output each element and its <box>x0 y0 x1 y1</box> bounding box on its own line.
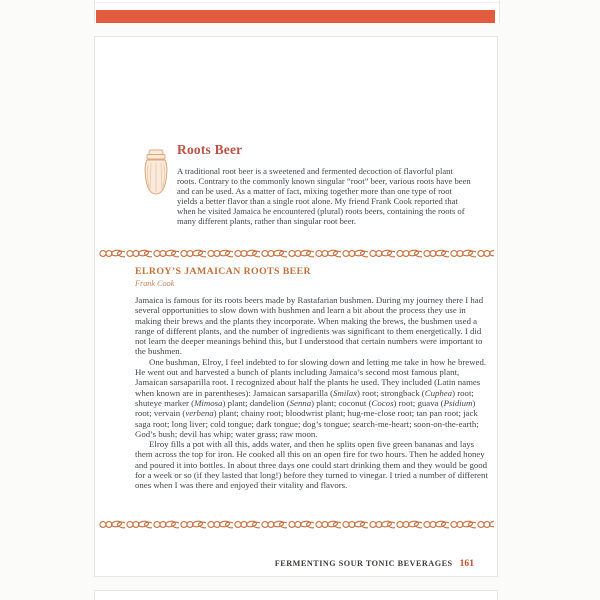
jar-icon <box>141 149 171 197</box>
recipe-body <box>135 295 493 491</box>
recipe-title: ELROY’S JAMAICAN ROOTS BEER <box>135 266 312 277</box>
section-title: Roots Beer <box>177 142 243 157</box>
page-rule <box>95 2 499 3</box>
recipe-paragraph: Jamaica is famous for its roots beers made by Rastafarian bushmen. During my journey there I had several opportunities to slow down with bushmen and learn a bit about the process they use in making their brews and the plants they incorporate. When making the brews, the bushmen used a range of different plants, and the number of ingredients was significant to them energetically. I did not learn the deeper meanings behind this, but I understood that certain numbers were important to the bushmen. <box>135 295 484 357</box>
next-page-fragment <box>94 590 498 600</box>
chapter-accent-bar <box>96 10 495 23</box>
page-footer <box>275 553 474 571</box>
page-number: 161 <box>459 558 474 569</box>
recipe-paragraph: Elroy fills a pot with all this, adds water, and then he splits open five green bananas and lays them across the top for iron. He cooked all this on an open fire for two hours. Then he added honey and poured it into bottles. In about three days one could start drinking them and they would be good for a week or so (if they lasted that long!) before they turned to vinegar. I tried a number of different ones when I was there and enjoyed their vitality and flavors. <box>135 439 488 491</box>
section-intro: A traditional root beer is a sweetened and fermented decoction of flavorful plant roots. Contrary to the commonly known singular “root” beer, various roots have been and can be used. As a matter of fact, mixing together more than one type of root yields a better flavor than a single root alone. My friend Frank Cook reported that when he visited Jamaica he encountered (plural) roots beers, containing the roots of many different plants, rather than singular root beer. <box>177 166 471 226</box>
recipe-author: Frank Cook <box>135 279 175 288</box>
chain-divider-top <box>98 246 494 257</box>
chain-divider-bottom <box>98 517 494 528</box>
book-page <box>94 36 498 577</box>
running-chapter-title: FERMENTING SOUR TONIC BEVERAGES <box>274 559 453 568</box>
previous-page-fragment <box>94 0 500 23</box>
recipe-paragraph: One bushman, Elroy, I feel indebted to for slowing down and letting me take in how he brewed. He went out and harvested a bunch of plants including Jamaica’s second most famous plant, Jamaican sarsaparilla root. I recognized about half the plants he used. They included (Latin names when known are in parentheses): Jamaican sarsaparilla (Smilax) root; strongback (Cuphea) root; shuteye marker (Mimosa) plant; dandelion (Senna) plant; coconut (Cocos) root; guava (Psidium) root; vervain (verbena) plant; chainy root; bloodwrist plant; hug-me-close root; tan pan root; jack saga root; long liver; cold tongue; dark tongue; dog’s tongue; search-me-heart; soon-on-the-earth; God’s bush; devil has whip; water grass; raw moon. <box>135 356 487 439</box>
